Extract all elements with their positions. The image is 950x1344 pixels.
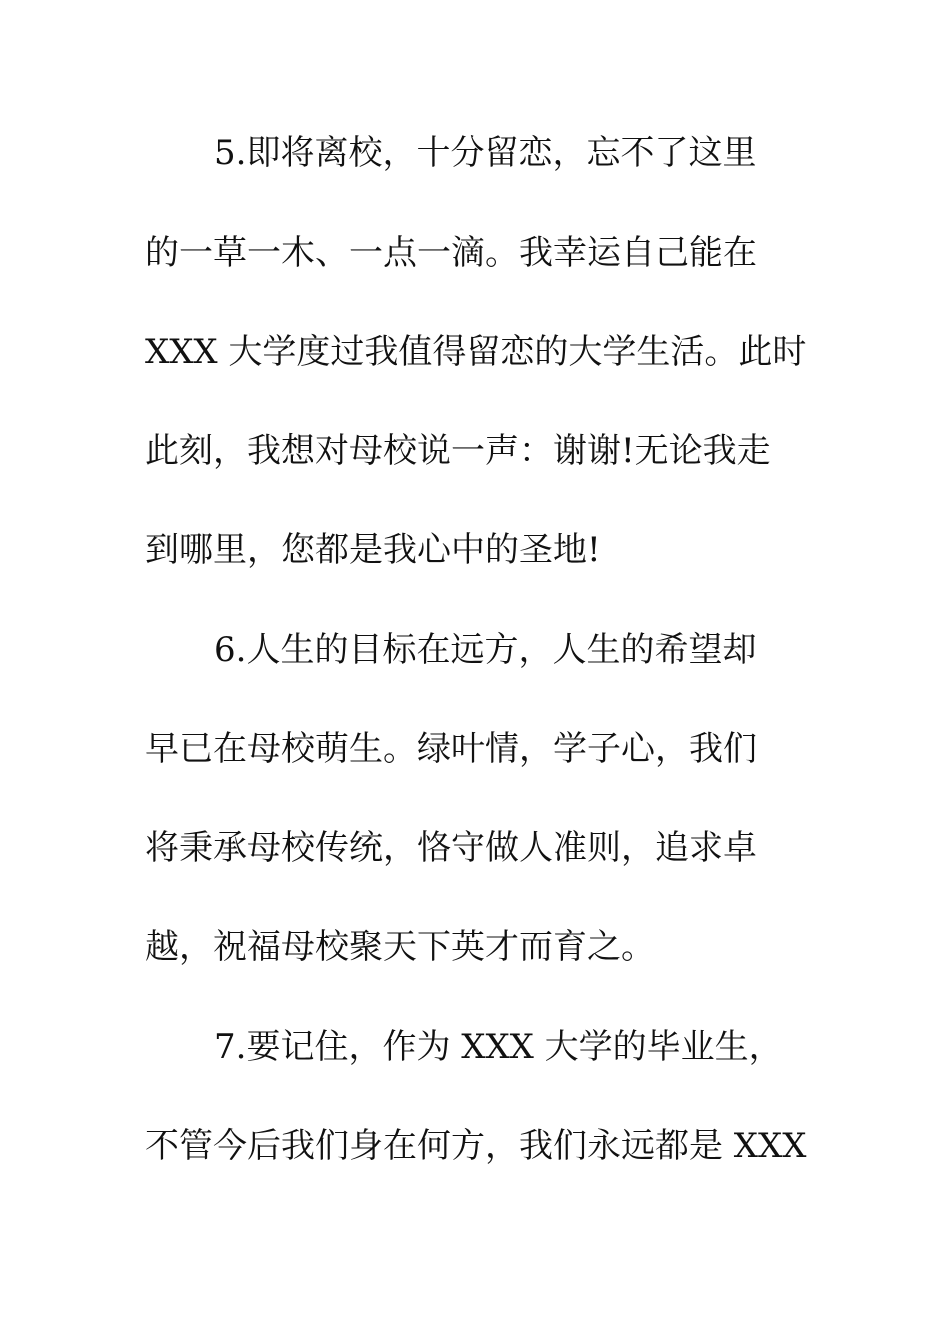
paragraph-line: 将秉承母校传统，恪守做人准则，追求卓: [145, 828, 757, 868]
paragraph-line: 7.要记住，作为 XXX 大学的毕业生，: [214, 1027, 783, 1067]
paragraph-line: 到哪里，您都是我心中的圣地!: [145, 530, 601, 570]
paragraph-line: 不管今后我们身在何方，我们永远都是 XXX: [145, 1126, 807, 1166]
paragraph-line: 6.人生的目标在远方，人生的希望却: [214, 630, 757, 670]
paragraph-line: XXX 大学度过我值得留恋的大学生活。此时: [145, 332, 807, 372]
paragraph-line: 越，祝福母校聚天下英才而育之。: [145, 927, 655, 967]
paragraph-line: 此刻，我想对母校说一声：谢谢!无论我走: [145, 431, 771, 471]
paragraph-line: 5.即将离校，十分留恋，忘不了这里: [214, 133, 757, 173]
paragraph-line: 早已在母校萌生。绿叶情，学子心，我们: [145, 729, 757, 769]
paragraph-line: 的一草一木、一点一滴。我幸运自己能在: [145, 233, 757, 273]
